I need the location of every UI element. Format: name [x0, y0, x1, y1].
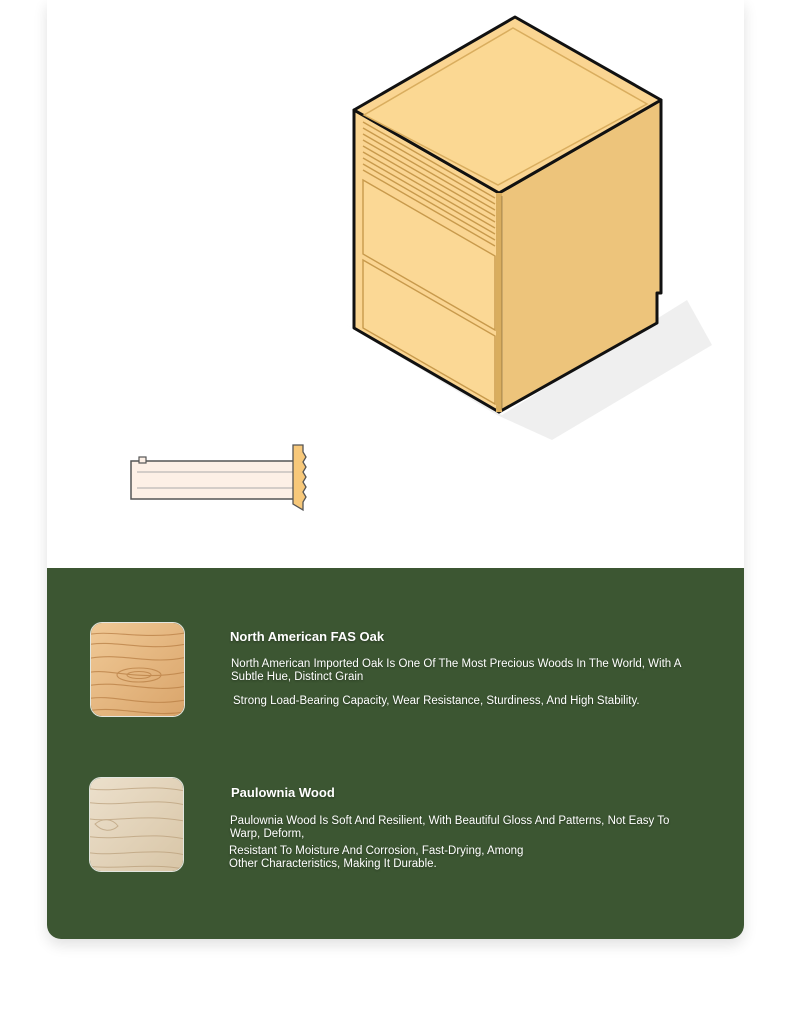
paulownia-swatch	[89, 777, 184, 872]
paulownia-wood-texture-icon	[90, 778, 184, 872]
drawer-profile-detail	[131, 445, 306, 510]
material-description: North American Imported Oak Is One Of The Most Precious Woods In The World, With A Subtle Hue, Distinct Grain	[231, 658, 681, 683]
materials-section	[47, 568, 744, 939]
oak-wood-texture-icon	[91, 623, 185, 717]
cabinet-drawing	[47, 0, 744, 568]
product-card	[47, 0, 744, 939]
material-description: Paulownia Wood Is Soft And Resilient, With Beautiful Gloss And Patterns, Not Easy To Warp, Deform,	[230, 815, 670, 840]
product-illustration	[47, 0, 744, 568]
material-description-secondary: Strong Load-Bearing Capacity, Wear Resistance, Sturdiness, And High Stability.	[233, 695, 640, 707]
material-title: Paulownia Wood	[231, 785, 335, 800]
material-title: North American FAS Oak	[230, 629, 385, 644]
material-description-secondary: Resistant To Moisture And Corrosion, Fast-Drying, Among Other Characteristics, Making It Durable.	[229, 845, 524, 870]
oak-swatch	[90, 622, 185, 717]
